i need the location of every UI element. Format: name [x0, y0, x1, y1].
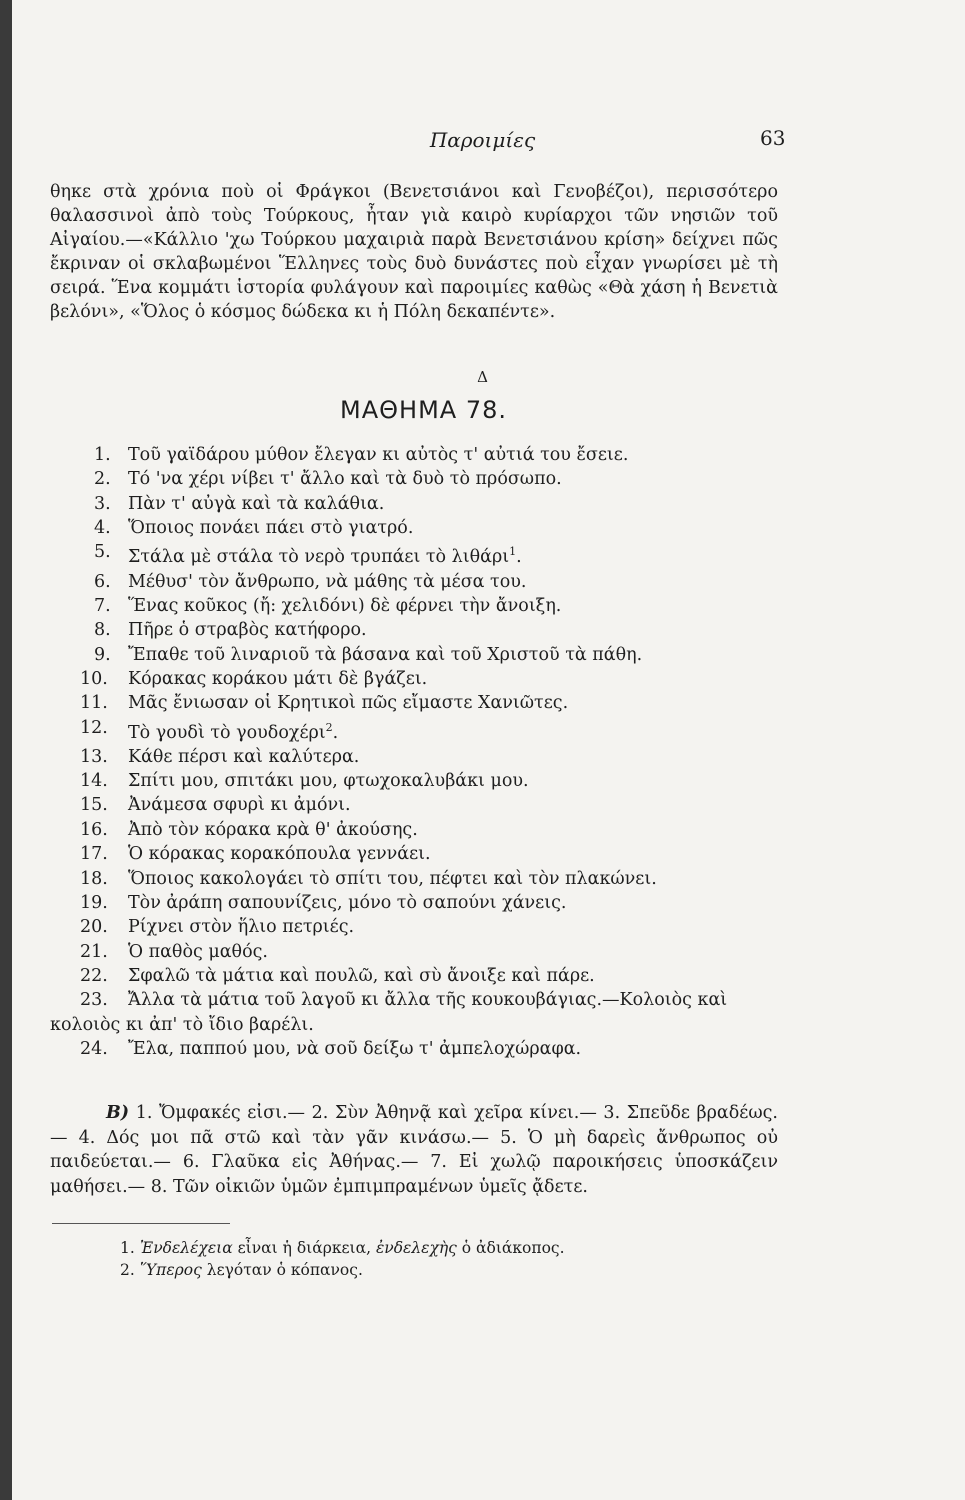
section-b-text: 1. Ὄμφακές εἰσι.— 2. Σὺν Ἀθηνᾷ καὶ χεῖρα κίνει.— 3. Σπεῦδε βραδέως.— 4. Δός μοι πᾶ στῶ καὶ τὰν γᾶν κινάσω.— 5. Ὁ μὴ δαρεὶς ἄνθρωπος οὐ παιδεύεται.— 6. Γλαῦκα εἰς Ἀθήνας.— 7. Εἰ χωλῷ παροικήσεις ὑποσκάζειν μαθήσει.— 8. Τῶν οἰκιῶν ὑμῶν ἐμπιμπραμένων ὑμεῖς ᾄδετε. [50, 1103, 778, 1197]
proverb-number: 22. [80, 965, 108, 986]
proverb-text: Ρίχνει στὸν ἥλιο πετριές. [128, 917, 355, 938]
proverb-item [50, 891, 778, 915]
proverb-text: Μέθυσ' τὸν ἄνθρωπο, νὰ μάθης τὰ μέσα του. [128, 571, 527, 592]
proverb-item [50, 691, 778, 715]
proverb-item [50, 643, 778, 667]
proverb-number: 16. [80, 819, 108, 840]
proverb-text: Ὁ παθὸς μαθός. [128, 941, 268, 962]
proverb-text: Ὅποιος κακολογάει τὸ σπίτι του, πέφτει καὶ τὸν πλακώνει. [128, 868, 657, 889]
proverb-number: 18. [80, 868, 108, 889]
proverb-item [50, 667, 778, 691]
proverb-item [50, 594, 778, 618]
proverb-number: 12. [80, 717, 108, 738]
proverb-continuation: κολοιὸς κι ἀπ' τὸ ἴδιο βαρέλι. [50, 1014, 314, 1035]
proverb-number: 3. [94, 493, 111, 514]
proverb-text: Ἀνάμεσα σφυρὶ κι ἀμόνι. [128, 795, 351, 816]
proverb-text: Ἀπὸ τὸν κόρακα κρὰ θ' ἀκούσης. [128, 819, 418, 840]
proverb-text: Τό 'να χέρι νίβει τ' ἄλλο καὶ τὰ δυὸ τὸ πρόσωπο. [128, 469, 562, 490]
proverb-text: Σπίτι μου, σπιτάκι μου, φτωχοκαλυβάκι μου. [128, 771, 529, 792]
proverb-number: 14. [80, 771, 108, 792]
proverb-text: Σφαλῶ τὰ μάτια καὶ πουλῶ, καὶ σὺ ἄνοιξε καὶ πάρε. [128, 965, 595, 986]
proverb-item [50, 915, 778, 939]
section-letter: Δ [477, 368, 488, 386]
proverb-text: Τοῦ γαϊδάρου μύθον ἔλεγαν κι αὐτὸς τ' αὐτιά του ἔσειε. [128, 445, 629, 465]
proverb-number: 23. [80, 990, 108, 1011]
proverb-text: Ἔλα, παππού μου, νὰ σοῦ δείξω τ' ἀμπελοχώραφα. [128, 1038, 582, 1059]
proverb-text: Κόρακας κοράκου μάτι δὲ βγάζει. [128, 668, 428, 689]
footnote-number: 2. [120, 1260, 135, 1279]
proverb-number: 20. [80, 917, 108, 938]
proverb-item: 5. Στάλα μὲ στάλα τὸ νερὸ τρυπάει τὸ λιθάρι$^1$. [94, 542, 522, 568]
proverb-item [50, 467, 778, 491]
proverb-item [50, 769, 778, 793]
proverb-text: Ὅποιος πονάει πάει στὸ γιατρό. [128, 518, 414, 539]
intro-paragraph: θηκε στὰ χρόνια ποὺ οἱ Φράγκοι (Βενετσιάνοι καὶ Γενοβέζοι), περισσότερο θαλασσινοὶ ἀπὸ τοὺς Τούρκους, ἦταν γιὰ καιρὸ κυρίαρχοι τῶν νησιῶν τοῦ Αἰγαίου.—«Κάλλιο 'χω Τούρκου μαχαιριὰ παρὰ Βενετσιάνου κρίση» δείχνει πῶς ἔκριναν οἱ σκλαβωμένοι Ἕλληνες τοὺς δυὸ δυνάστες ποὺ εἶχαν γνωρίσει μὲ τὴ σειρά. Ἕνα κομμάτι ἱστορία φυλάγουν καὶ παροιμίες καθὼς «Θὰ χάση ἡ Βενετιὰ βελόνι», «Ὅλος ὁ κόσμος δώδεκα κι ἡ Πόλη δεκαπέντε». [50, 182, 778, 322]
proverb-text: Κάθε πέρσι καὶ καλύτερα. [128, 746, 360, 767]
proverb-item [50, 842, 778, 866]
proverb-item [50, 793, 778, 817]
proverb-item [50, 964, 778, 988]
proverb-item [50, 988, 778, 1037]
proverb-item [50, 443, 778, 467]
proverb-number: 24. [80, 1038, 108, 1059]
proverb-item [50, 940, 778, 964]
proverb-item [50, 492, 778, 516]
proverb-number: 13. [80, 746, 108, 767]
footnote-number: 1. [120, 1239, 135, 1257]
proverb-text: Ἔπαθε τοῦ λιναριοῦ τὰ βάσανα καὶ τοῦ Χριστοῦ τὰ πάθη. [128, 644, 643, 665]
footnote [50, 1238, 565, 1260]
proverb-number: 9. [94, 644, 111, 665]
footnote-rule [52, 1223, 230, 1224]
proverb-text: Στάλα μὲ στάλα τὸ νερὸ τρυπάει τὸ λιθάρι [128, 547, 510, 568]
proverb-number: 1. [94, 445, 111, 465]
ancient-greek-section [50, 1101, 778, 1199]
section-b-label: Β) [106, 1103, 130, 1123]
proverb-text: Μᾶς ἔνιωσαν οἱ Κρητικοὶ πῶς εἴμαστε Χανιῶτες. [128, 693, 569, 714]
proverb-text: Τὸ γουδὶ τὸ γουδοχέρι [128, 722, 326, 743]
proverb-number: 21. [80, 941, 108, 962]
proverb-item [50, 745, 778, 769]
proverb-number: 11. [80, 693, 108, 714]
footnote [50, 1260, 565, 1282]
proverb-number: 5. [94, 542, 111, 563]
proverb-number: 10. [80, 668, 108, 689]
footnote-text: Ἐνδελέχεια εἶναι ἡ διάρκεια, ἐνδελεχὴς ὁ ἀδιάκοπος. [140, 1239, 565, 1257]
proverb-item [50, 570, 778, 594]
proverb-text: Ἄλλα τὰ μάτια τοῦ λαγοῦ κι ἄλλα τῆς κουκουβάγιας.—Κολοιὸς καὶ [128, 990, 728, 1011]
proverb-item [50, 818, 778, 842]
proverb-item [50, 618, 778, 642]
proverb-item: 12. Τὸ γουδὶ τὸ γουδοχέρι$^2$. [80, 717, 339, 743]
proverb-number: 19. [80, 892, 108, 913]
proverb-text: Ἕνας κοῦκος (ἤ: χελιδόνι) δὲ φέρνει τὴν ἄνοιξη. [128, 595, 562, 616]
proverb-number: 2. [94, 469, 111, 490]
proverb-number: 8. [94, 620, 111, 641]
page-number: 63 [760, 126, 786, 150]
proverb-item [50, 516, 778, 540]
proverb-number: 17. [80, 844, 108, 865]
proverb-number: 6. [94, 571, 111, 592]
proverb-text: Πὰν τ' αὐγὰ καὶ τὰ καλάθια. [128, 493, 385, 514]
proverb-number: 7. [94, 595, 111, 616]
proverb-number: 15. [80, 795, 108, 816]
lesson-title: ΜΑΘΗΜΑ 78. [340, 396, 507, 424]
proverb-number: 4. [94, 518, 111, 539]
proverb-text: Τὸν ἀράπη σαπουνίζεις, μόνο τὸ σαπούνι χάνεις. [128, 892, 567, 913]
footnotes [50, 1238, 565, 1281]
proverb-item [50, 867, 778, 891]
proverb-text: Ὁ κόρακας κορακόπουλα γεννάει. [128, 844, 431, 865]
proverb-item [50, 1037, 778, 1061]
footnote-marker: 1 [509, 545, 517, 559]
page-edge [0, 0, 12, 1500]
running-header: Παροιμίες [429, 128, 536, 152]
footnote-text: Ὕπερος λεγόταν ὁ κόπανος. [140, 1260, 363, 1279]
proverb-list [50, 443, 778, 1061]
proverb-text: Πῆρε ὁ στραβὸς κατήφορο. [128, 620, 367, 641]
footnote-marker: 2 [325, 720, 333, 734]
